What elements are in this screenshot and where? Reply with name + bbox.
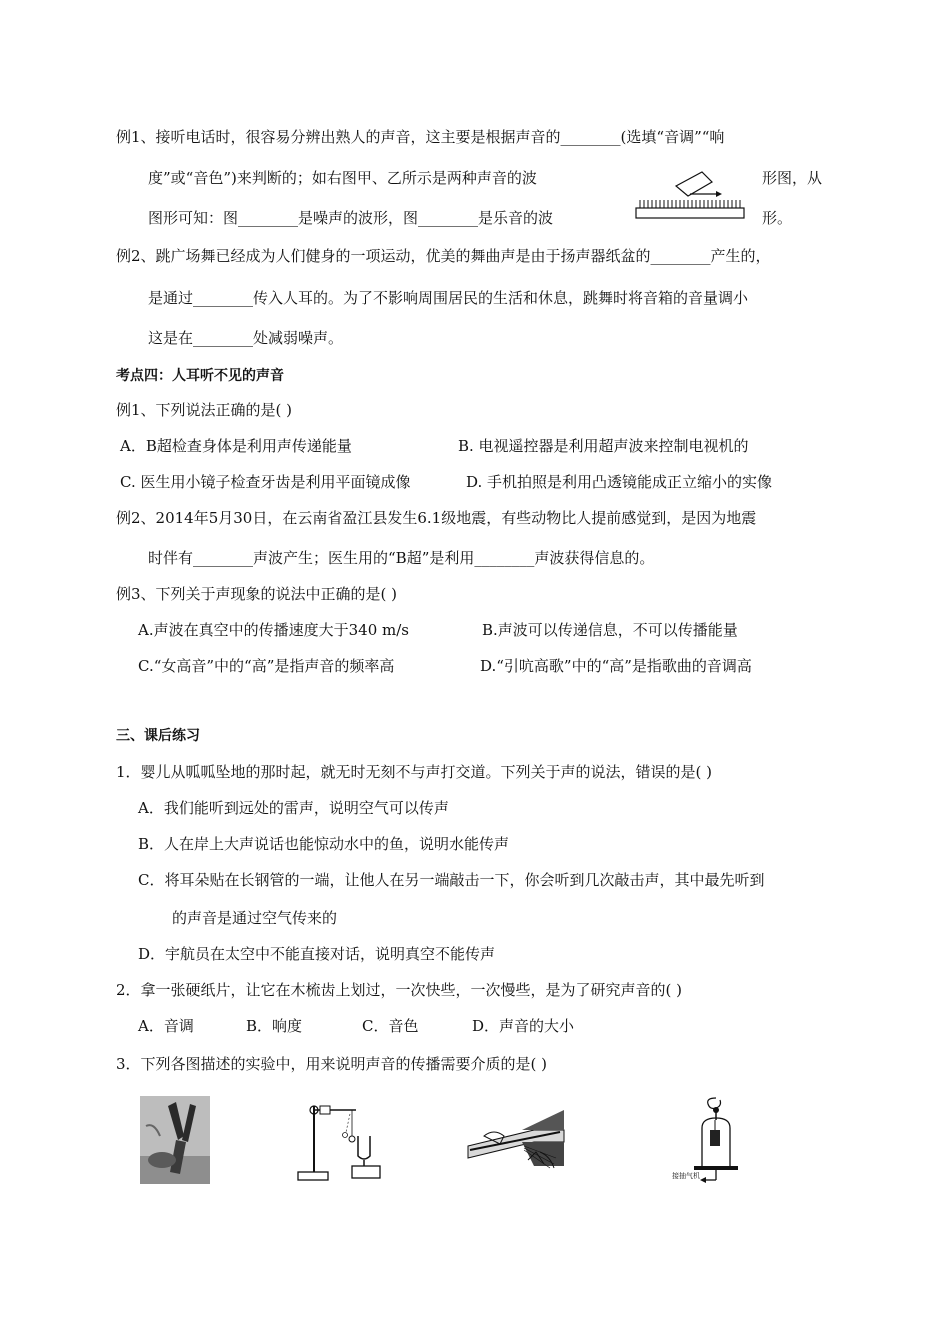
tuning-fork-photo [140, 1096, 210, 1184]
practice1-option-a: A．我们能听到远处的雷声，说明空气可以传声 [138, 799, 449, 817]
q4-3-option-c: C.“女高音”中的“高”是指声音的频率高 [138, 657, 395, 675]
practice1-option-b: B．人在岸上大声说话也能惊动水中的鱼，说明水能传声 [138, 835, 510, 853]
example1-line2a: 度”或“音色”)来判断的；如右图甲、乙所示是两种声音的波 [148, 169, 537, 187]
q4-2-line2: 时伴有________声波产生；医生用的“B超”是利用________声波获得信息的。 [148, 549, 655, 567]
practice2-option-c: C．音色 [362, 1017, 419, 1035]
example1-line3a: 图形可知：图________是噪声的波形，图________是乐音的波 [148, 209, 554, 227]
ruler-table-diagram [464, 1106, 568, 1182]
vacuum-pump-label: 接抽气机 [672, 1172, 700, 1180]
q4-1-option-b: B. 电视遥控器是利用超声波来控制电视机的 [458, 437, 749, 455]
practice1-option-c-line1: C．将耳朵贴在长钢管的一端，让他人在另一端敲击一下，你会听到几次敲击声，其中最先听到 [138, 871, 765, 889]
section-4-title: 考点四：人耳听不见的声音 [116, 368, 284, 384]
q4-3-option-b: B.声波可以传递信息，不可以传播能量 [482, 621, 738, 639]
practice1-option-d: D．宇航员在太空中不能直接对话，说明真空不能传声 [138, 945, 496, 963]
q4-1-option-d: D. 手机拍照是利用凸透镜能成正立缩小的实像 [466, 473, 773, 491]
example2-line3: 这是在________处减弱噪声。 [148, 329, 344, 347]
example1-line3b: 形。 [762, 209, 793, 227]
q4-3-option-d: D.“引吭高歌”中的“高”是指歌曲的音调高 [480, 657, 752, 675]
example1-line2b: 形图，从 [762, 169, 823, 187]
practice2-stem: 2．拿一张硬纸片，让它在木梳齿上划过，一次快些，一次慢些，是为了研究声音的( ) [116, 981, 683, 999]
q4-3-option-a: A.声波在真空中的传播速度大于340 m/s [138, 621, 409, 639]
practice1-stem: 1．婴儿从呱呱坠地的那时起，就无时无刻不与声打交道。下列关于声的说法，错误的是( ) [116, 763, 713, 781]
q4-3-stem: 例3、下列关于声现象的说法中正确的是( ) [116, 585, 398, 603]
practice2-option-a: A．音调 [138, 1017, 194, 1035]
practice2-option-d: D．声音的大小 [472, 1017, 575, 1035]
section-3-title: 三、课后练习 [116, 728, 200, 744]
example2-line2: 是通过________传入人耳的。为了不影响周围居民的生活和休息，跳舞时将音箱的音量调小 [148, 289, 749, 307]
stand-ball-fork-diagram [294, 1100, 386, 1184]
example2-line1: 例2、跳广场舞已经成为人们健身的一项运动，优美的舞曲声是由于扬声器纸盆的________产生的， [116, 247, 771, 265]
bell-jar-diagram [672, 1096, 762, 1186]
comb-figure [632, 164, 750, 226]
q4-2-line1: 例2、2014年5月30日，在云南省盈江县发生6.1级地震，有些动物比人提前感觉到，是因为地震 [116, 509, 757, 527]
q4-1-option-c: C. 医生用小镜子检查牙齿是利用平面镜成像 [120, 473, 411, 491]
practice3-stem: 3．下列各图描述的实验中，用来说明声音的传播需要介质的是( ) [116, 1055, 548, 1073]
q4-1-option-a: A．B超检查身体是利用声传递能量 [120, 437, 352, 455]
practice2-option-b: B．响度 [246, 1017, 303, 1035]
practice1-option-c-line2: 的声音是通过空气传来的 [172, 909, 338, 927]
example1-line1: 例1、接听电话时，很容易分辨出熟人的声音，这主要是根据声音的________(选填“音调”“响 [116, 128, 725, 146]
q4-1-stem: 例1、下列说法正确的是( ) [116, 401, 293, 419]
